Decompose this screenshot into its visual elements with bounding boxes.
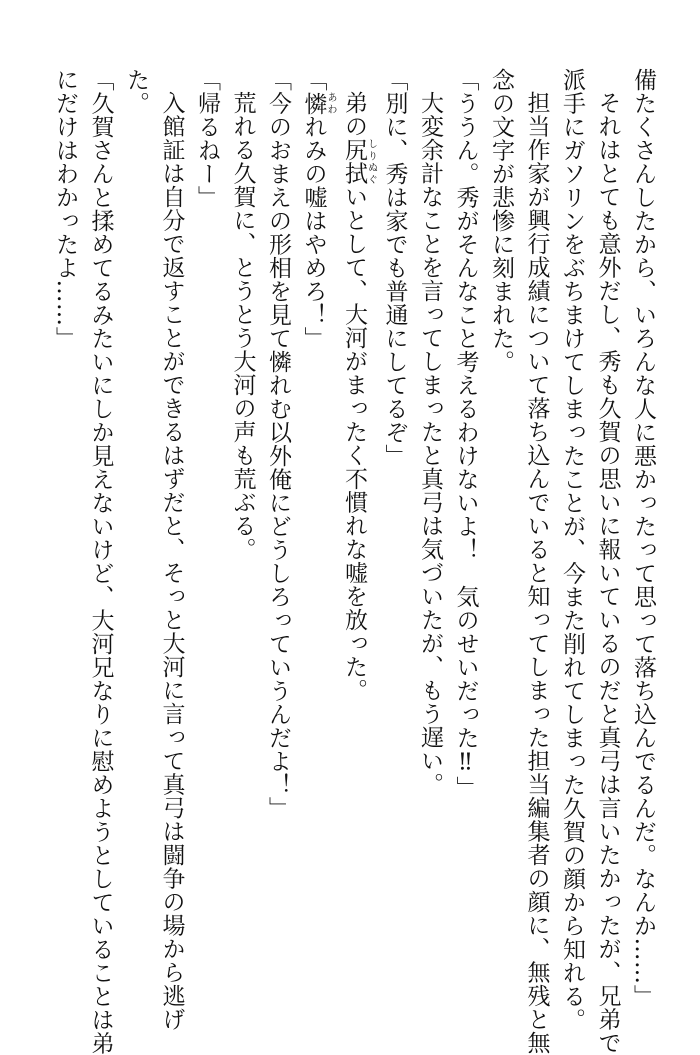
text-line-14: 入館証は自分で返すことができるはずだと、そっと大河に言って真弓は闘争の場から逃げ xyxy=(158,91,185,1031)
text-line-11: 「今のおまえの形相を見て憐れむ以外俺にどうしろっていうんだよ！」 xyxy=(265,68,291,820)
text-fragment: 「 xyxy=(300,68,327,92)
ruby-awa xyxy=(300,91,336,116)
ruby-base: 尻拭 xyxy=(341,138,367,185)
text-line-7: 大変余計なことを言ってしまったと真弓は気づいたが、もう遅い。 xyxy=(417,91,443,796)
text-fragment: れみの嘘はやめろ！」 xyxy=(300,115,327,350)
vertical-text-body xyxy=(47,68,661,1055)
text-line-10 xyxy=(295,68,336,968)
text-line-2: それはとても意外だし、秀も久賀の思いに報いているのだと真弓は言いたかったが、兄弟で xyxy=(594,91,621,1055)
ruby-reading: あわ xyxy=(325,91,336,115)
text-line-16: 「久賀さんと揉めてるみたいにしか見えないけど、大河兄なりに慰めようとしていることは弟 xyxy=(87,68,114,1055)
ruby-reading: しりぬぐ xyxy=(365,138,377,185)
text-line-13: 「帰るねー」 xyxy=(194,68,220,209)
text-fragment: いとして、大河がまったく不慣れな嘘を放った。 xyxy=(341,185,367,702)
text-line-12: 荒れる久賀に、とうとう大河の声も荒ぶる。 xyxy=(229,91,256,561)
text-line-3: 派手にガソリンをぶちまけてしまったことが、今また削れてしまった久賀の顔から知れる。 xyxy=(559,68,585,1032)
text-line-17: にだけはわかったよ……」 xyxy=(52,68,78,350)
text-line-15: た。 xyxy=(123,68,149,115)
text-line-5: 念の文字が悲惨に刻まれた。 xyxy=(488,68,514,374)
text-line-9 xyxy=(336,68,377,968)
text-line-8: 「別に、秀は家でも普通にしてるぞ」 xyxy=(381,68,408,468)
text-line-1: 備たくさんしたから、いろんな人に悪かったって思って落ち込んでるんだ。なんか……」 xyxy=(630,68,656,1008)
ruby-base: 憐 xyxy=(300,91,327,115)
ruby-shirinugu xyxy=(341,138,377,185)
text-line-6: 「ううん。秀がそんなこと考えるわけないよ！ 気のせいだった‼」 xyxy=(452,68,479,800)
text-line-4: 担当作家が興行成績について落ち込んでいると知ってしまった担当編集者の顔に、無残と無 xyxy=(523,91,550,1055)
text-fragment: 弟の xyxy=(341,91,367,138)
